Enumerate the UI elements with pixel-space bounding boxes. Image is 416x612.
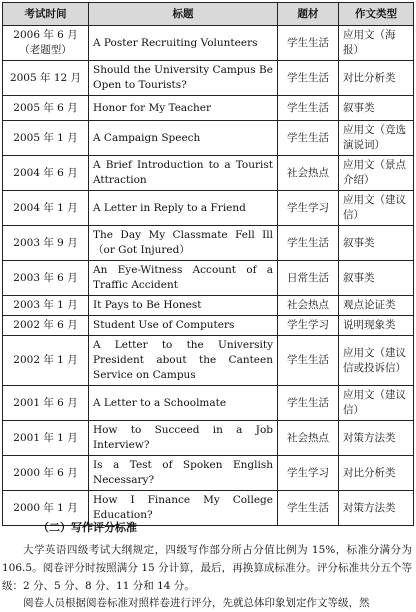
cell-exam-time: 2005 年 12 月 bbox=[3, 61, 89, 96]
table-row bbox=[3, 316, 414, 336]
cell-category: 学生学习 bbox=[278, 456, 339, 491]
table-row bbox=[3, 296, 414, 316]
header-essay-type: 作文类型 bbox=[339, 3, 414, 26]
cell-category: 日常生活 bbox=[278, 261, 339, 296]
cell-essay-type: 叙事类 bbox=[339, 96, 414, 121]
cell-essay-type: 对策方法类 bbox=[339, 491, 414, 526]
cell-category: 学生学习 bbox=[278, 316, 339, 336]
cell-essay-type: 应用文（竞选演说词） bbox=[339, 121, 414, 156]
cell-essay-type: 应用文（建议信或投诉信） bbox=[339, 336, 414, 386]
table-row bbox=[3, 96, 414, 121]
cell-essay-type: 应用文（建议信） bbox=[339, 191, 414, 226]
cell-exam-time: 2000 年 6 月 bbox=[3, 456, 89, 491]
essay-topics-table bbox=[2, 2, 414, 526]
cell-category: 社会热点 bbox=[278, 156, 339, 191]
section-heading: （二）写作评分标准 bbox=[38, 521, 137, 534]
cell-category: 学生生活 bbox=[278, 96, 339, 121]
cell-title: Student Use of Computers bbox=[89, 316, 278, 336]
table-row bbox=[3, 386, 414, 421]
table-row bbox=[3, 336, 414, 386]
cell-exam-time: 2004 年 6 月 bbox=[3, 156, 89, 191]
cell-title: A Brief Introduction to a Tourist Attraction bbox=[89, 156, 278, 191]
cell-exam-time: 2003 年 6 月 bbox=[3, 261, 89, 296]
cell-category: 学生生活 bbox=[278, 491, 339, 526]
cell-essay-type: 对比分析类 bbox=[339, 61, 414, 96]
cell-title: Honor for My Teacher bbox=[89, 96, 278, 121]
table-row bbox=[3, 156, 414, 191]
paragraph-scoring-rules: 大学英语四级考试大纲规定，四级写作部分所占分值比例为 15%，标准分满分为 106.5。阅卷评分时按照满分 15 分计算，最后，再换算成标准分。评分标准共分五个等级：2 分、5 分、8 分、11 分和 14 分。 bbox=[2, 544, 412, 592]
header-category: 题材 bbox=[278, 3, 339, 26]
cell-title: A Campaign Speech bbox=[89, 121, 278, 156]
cell-exam-time: 2001 年 1 月 bbox=[3, 421, 89, 456]
table-row bbox=[3, 261, 414, 296]
cell-title: A Letter in Reply to a Friend bbox=[89, 191, 278, 226]
cell-exam-time: 2001 年 6 月 bbox=[3, 386, 89, 421]
cell-category: 学生生活 bbox=[278, 336, 339, 386]
cell-essay-type: 观点论证类 bbox=[339, 296, 414, 316]
cell-category: 学生生活 bbox=[278, 386, 339, 421]
table-body bbox=[3, 26, 414, 526]
table-row bbox=[3, 121, 414, 156]
table-row bbox=[3, 456, 414, 491]
cell-exam-time: 2004 年 1 月 bbox=[3, 191, 89, 226]
cell-category: 学生生活 bbox=[278, 226, 339, 261]
cell-category: 社会热点 bbox=[278, 296, 339, 316]
cell-exam-time: 2003 年 9 月 bbox=[3, 226, 89, 261]
cell-title: A Letter to the University President about the Canteen Service on Campus bbox=[89, 336, 278, 386]
cell-essay-type: 叙事类 bbox=[339, 261, 414, 296]
cell-category: 学生学习 bbox=[278, 191, 339, 226]
paragraph-grading-process: 阅卷人员根据阅卷标准对照样卷进行评分，先就总体印象划定作文等级，然 bbox=[23, 597, 370, 609]
cell-exam-time: 2000 年 1 月 bbox=[3, 491, 89, 526]
cell-title: A Letter to a Schoolmate bbox=[89, 386, 278, 421]
table-row bbox=[3, 191, 414, 226]
cell-title: A Poster Recruiting Volunteers bbox=[89, 26, 278, 61]
table-row bbox=[3, 61, 414, 96]
cell-exam-time: 2005 年 1 月 bbox=[3, 121, 89, 156]
cell-exam-time: 2002 年 1 月 bbox=[3, 336, 89, 386]
cell-essay-type: 应用文（景点介绍） bbox=[339, 156, 414, 191]
cell-title: Is a Test of Spoken English Necessary? bbox=[89, 456, 278, 491]
cell-title: The Day My Classmate Fell Ill（or Got Injured） bbox=[89, 226, 278, 261]
cell-essay-type: 应用文（海报） bbox=[339, 26, 414, 61]
cell-title: Should the University Campus Be Open to Tourists? bbox=[89, 61, 278, 96]
cell-category: 学生生活 bbox=[278, 61, 339, 96]
cell-essay-type: 对比分析类 bbox=[339, 456, 414, 491]
cell-essay-type: 对策方法类 bbox=[339, 421, 414, 456]
cell-title: It Pays to Be Honest bbox=[89, 296, 278, 316]
cell-category: 学生生活 bbox=[278, 121, 339, 156]
table-row bbox=[3, 421, 414, 456]
cell-category: 学生生活 bbox=[278, 26, 339, 61]
cell-essay-type: 说明现象类 bbox=[339, 316, 414, 336]
cell-title: How I Finance My College Education? bbox=[89, 491, 278, 526]
header-title: 标题 bbox=[89, 3, 278, 26]
table-row bbox=[3, 226, 414, 261]
cell-exam-time: 2002 年 6 月 bbox=[3, 316, 89, 336]
table-row bbox=[3, 26, 414, 61]
header-exam-time: 考试时间 bbox=[3, 3, 89, 26]
cell-title: An Eye-Witness Account of a Traffic Accident bbox=[89, 261, 278, 296]
cell-exam-time: 2003 年 1 月 bbox=[3, 296, 89, 316]
cell-essay-type: 叙事类 bbox=[339, 226, 414, 261]
cell-title: How to Succeed in a Job Interview? bbox=[89, 421, 278, 456]
cell-exam-time: 2006 年 6 月（老题型） bbox=[3, 26, 89, 61]
cell-category: 社会热点 bbox=[278, 421, 339, 456]
cell-essay-type: 应用文（建议信） bbox=[339, 386, 414, 421]
cell-exam-time: 2005 年 6 月 bbox=[3, 96, 89, 121]
table-header-row bbox=[3, 3, 414, 26]
